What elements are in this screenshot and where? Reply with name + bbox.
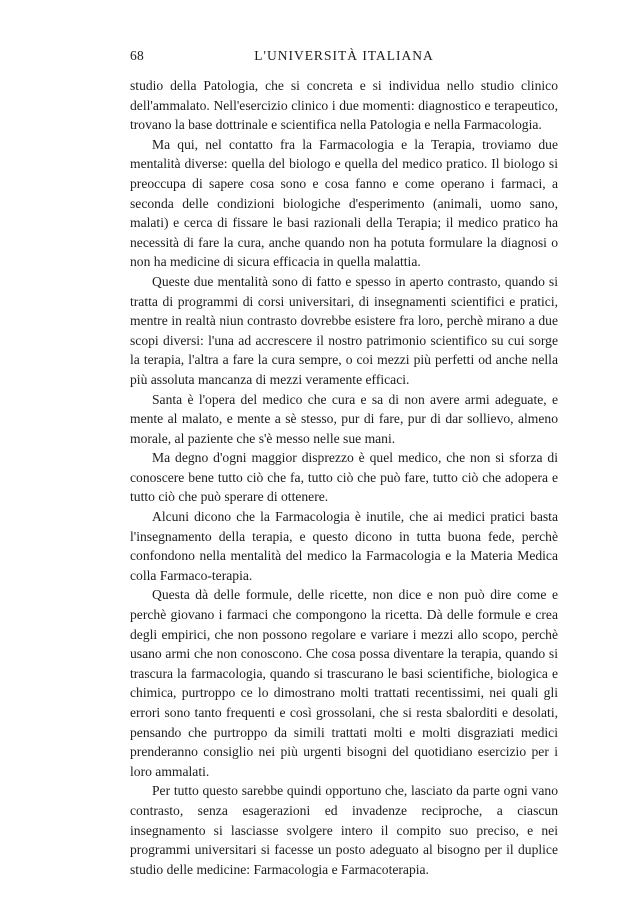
paragraph: Alcuni dicono che la Farmacologia è inutile, che ai medici pratici basta l'insegnamento della terapia, e questo dicono in tutta buona fede, perchè confondono nella mentalità del medico la Farmacologia e la Materia Medica colla Farmaco-terapia. <box>130 509 558 583</box>
page-body <box>130 76 558 879</box>
paragraph: studio della Patologia, che si concreta e si individua nello studio clinico dell'ammalato. Nell'esercizio clinico i due momenti: diagnostico e terapeutico, trovano la base dottrinale e scientifica nella Patologia e nella Farmacologia. <box>130 78 558 133</box>
paragraph: Santa è l'opera del medico che cura e sa di non avere armi adeguate, e mente al malato, e mente a sè stesso, pur di fare, pur di dar sollievo, almeno morale, al paziente che s'è messo nelle sue mani. <box>130 391 558 446</box>
page-number: 68 <box>130 48 145 63</box>
paragraph: Ma degno d'ogni maggior disprezzo è quel medico, che non si sforza di conoscere bene tutto ciò che fa, tutto ciò che può fare, tutto ciò che adopera e tutto ciò che può sperare di ottenere. <box>130 450 558 505</box>
paragraph: Questa dà delle formule, delle ricette, non dice e non può dire come e perchè giovano i farmaci che compongono la ricetta. Dà delle formule e crea degli empirici, che non possono regolare e variare i mezzi allo scopo, perchè usano armi che non conoscono. Che cosa possa diventare la terapia, quando si trascura la farmacologia, quando si trascurano le basi scientifiche, biologica e chimica, purtroppo ce lo dimostrano molti trattati recentissimi, nei quali gli errori sono tanto frequenti e così grossolani, che si resta sbalorditi e desolati, pensando che purtroppo da simili trattati molti e molti disgraziati medici prenderanno consiglio nei più urgenti bisogni del quotidiano esercizio per i loro ammalati. <box>130 587 558 779</box>
running-title: L'UNIVERSITÀ ITALIANA <box>254 48 434 63</box>
paragraph: Per tutto questo sarebbe quindi opportuno che, lasciato da parte ogni vano contrasto, senza esagerazioni ed invadenze reciproche, a ciascun insegnamento si lasciasse svolgere intero il compito suo preciso, e nei programmi universitari si facesse un posto adeguato al bisogno per il duplice studio delle medicine: Farmacologia e Farmacoterapia. <box>130 783 558 877</box>
paragraph: Queste due mentalità sono di fatto e spesso in aperto contrasto, quando si tratta di programmi di corsi universitari, di insegnamenti scientifici e pratici, mentre in realtà niun contrasto dovrebbe esistere fra loro, perchè mirano a due scopi diversi: l'una ad accrescere il nostro patrimonio scientifico su cui sorge la terapia, l'altra a fare la cura sempre, o coi mezzi più perfetti od anche nella più assoluta mancanza di mezzi veramente efficaci. <box>130 273 558 387</box>
paragraph: Ma qui, nel contatto fra la Farmacologia e la Terapia, troviamo due mentalità diverse: quella del biologo e quella del medico pratico. Il biologo si preoccupa di sapere cosa sono e cosa fanno e come operano i farmaci, a seconda delle condizioni biologiche d'esperimento (animali, uomo sano, malati) e cerca di fissare le basi razionali della Terapia; il medico pratico ha necessità di fare la cura, anche quando non ha potuta formulare la diagnosi o non ha medicine di sicura efficacia in quella malattia. <box>130 136 558 270</box>
page-header <box>130 48 558 68</box>
